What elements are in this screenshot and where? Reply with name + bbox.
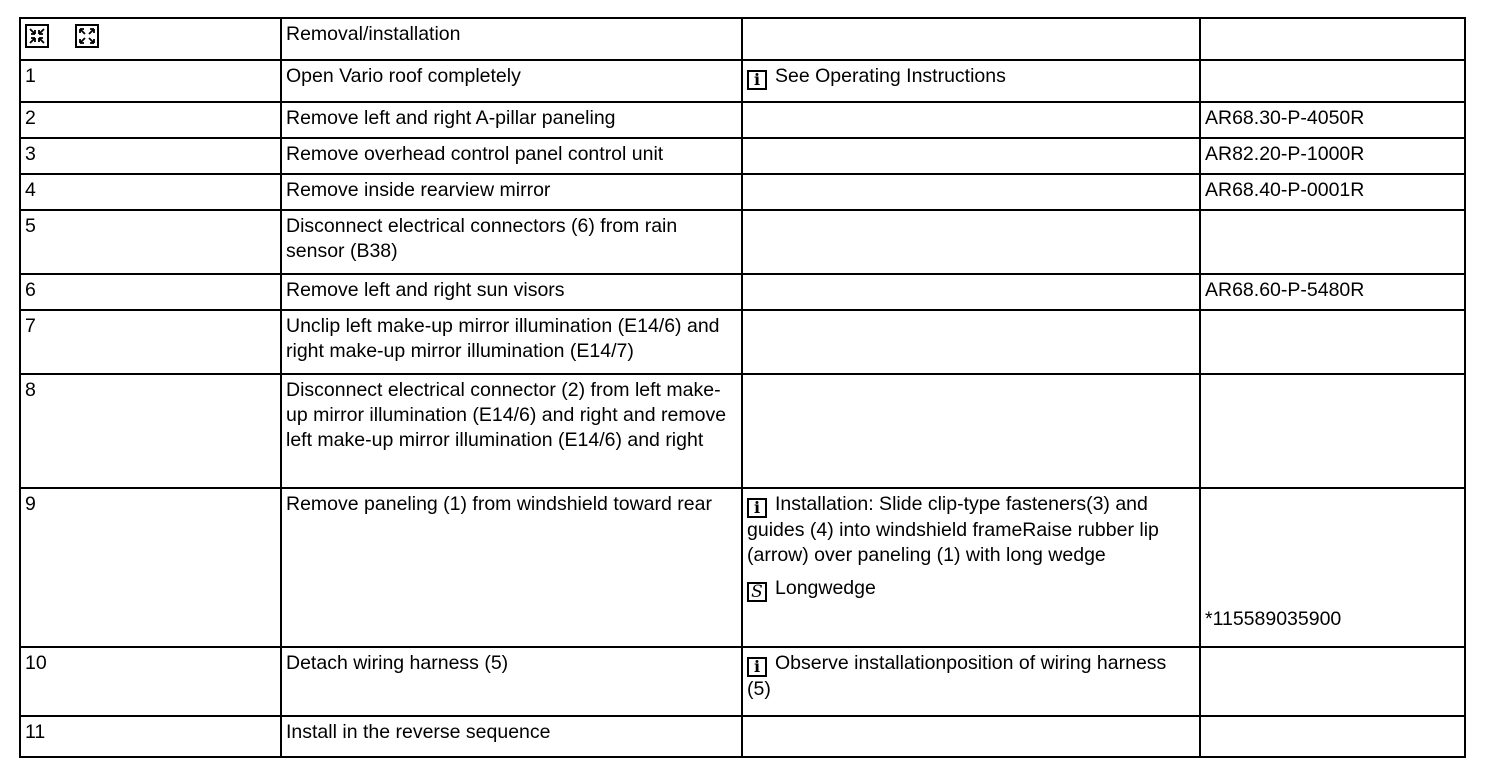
installation-note [747, 492, 1195, 568]
step-text: Disconnect electrical connector (2) from left make-up mirror illumination (E14/6) and right and remove left make-up mirror illumination (E14/6) and right [281, 374, 742, 488]
step-note-cell [742, 102, 1200, 138]
table-row [20, 716, 1465, 757]
step-reference [1200, 374, 1465, 488]
step-number: 2 [20, 102, 281, 138]
step-note-cell [742, 60, 1200, 102]
step-reference-cell [1200, 488, 1465, 647]
header-title: Removal/installation [281, 18, 742, 60]
step-text: Remove paneling (1) from windshield toward rear [281, 488, 742, 647]
step-note-cell [742, 174, 1200, 210]
header-empty-cell [1200, 18, 1465, 60]
step-note-cell [742, 488, 1200, 647]
step-number: 5 [20, 210, 281, 274]
table-header-row [20, 18, 1465, 60]
step-number: 11 [20, 716, 281, 757]
table-row [20, 647, 1465, 716]
step-note: Observe installationposition of wiring harness (5) [747, 652, 1167, 700]
step-number: 6 [20, 274, 281, 310]
table-row [20, 210, 1465, 274]
step-reference [1200, 716, 1465, 757]
step-number: 4 [20, 174, 281, 210]
tool-name[interactable]: Longwedge [775, 577, 876, 599]
step-note-cell [742, 138, 1200, 174]
step-number: 7 [20, 310, 281, 374]
step-note: Installation: Slide clip-type fasteners(3) and guides (4) into windshield frameRaise rubber lip (arrow) over paneling (1) with long wedge [747, 493, 1159, 566]
step-reference [1200, 647, 1465, 716]
step-reference[interactable]: AR68.30-P-4050R [1200, 102, 1465, 138]
table-row [20, 174, 1465, 210]
info-icon[interactable]: i [747, 657, 767, 677]
step-reference [1200, 310, 1465, 374]
header-icons-cell [20, 18, 281, 60]
step-note-cell [742, 274, 1200, 310]
table-row [20, 488, 1465, 647]
special-tool-icon[interactable]: S [747, 582, 767, 602]
tool-number[interactable]: *115589035900 [1205, 608, 1342, 630]
step-note-cell [742, 374, 1200, 488]
table-row [20, 60, 1465, 102]
table-row [20, 138, 1465, 174]
step-number: 8 [20, 374, 281, 488]
step-text: Remove left and right sun visors [281, 274, 742, 310]
step-number: 10 [20, 647, 281, 716]
special-tool-note [747, 576, 1195, 602]
step-note-cell [742, 210, 1200, 274]
step-text: Remove inside rearview mirror [281, 174, 742, 210]
step-text: Unclip left make-up mirror illumination (E14/6) and right make-up mirror illumination (E14/7) [281, 310, 742, 374]
collapse-all-icon[interactable] [25, 24, 49, 48]
info-icon[interactable]: i [747, 70, 767, 90]
step-text: Open Vario roof completely [281, 60, 742, 102]
step-reference[interactable]: AR82.20-P-1000R [1200, 138, 1465, 174]
table-row [20, 310, 1465, 374]
table-row [20, 102, 1465, 138]
step-reference [1200, 210, 1465, 274]
procedure-table [19, 17, 1466, 758]
step-note-cell [742, 716, 1200, 757]
step-number: 1 [20, 60, 281, 102]
step-text: Install in the reverse sequence [281, 716, 742, 757]
step-text: Remove overhead control panel control unit [281, 138, 742, 174]
info-icon[interactable]: i [747, 498, 767, 518]
header-empty-cell [742, 18, 1200, 60]
expand-all-icon[interactable] [75, 24, 99, 48]
table-row [20, 374, 1465, 488]
step-reference[interactable]: AR68.60-P-5480R [1200, 274, 1465, 310]
step-reference[interactable]: AR68.40-P-0001R [1200, 174, 1465, 210]
table-row [20, 274, 1465, 310]
step-number: 3 [20, 138, 281, 174]
step-note-cell [742, 310, 1200, 374]
step-note-cell [742, 647, 1200, 716]
step-reference [1200, 60, 1465, 102]
step-text: Disconnect electrical connectors (6) from rain sensor (B38) [281, 210, 742, 274]
step-text: Remove left and right A-pillar paneling [281, 102, 742, 138]
step-text: Detach wiring harness (5) [281, 647, 742, 716]
step-number: 9 [20, 488, 281, 647]
step-note[interactable]: See Operating Instructions [775, 65, 1006, 87]
